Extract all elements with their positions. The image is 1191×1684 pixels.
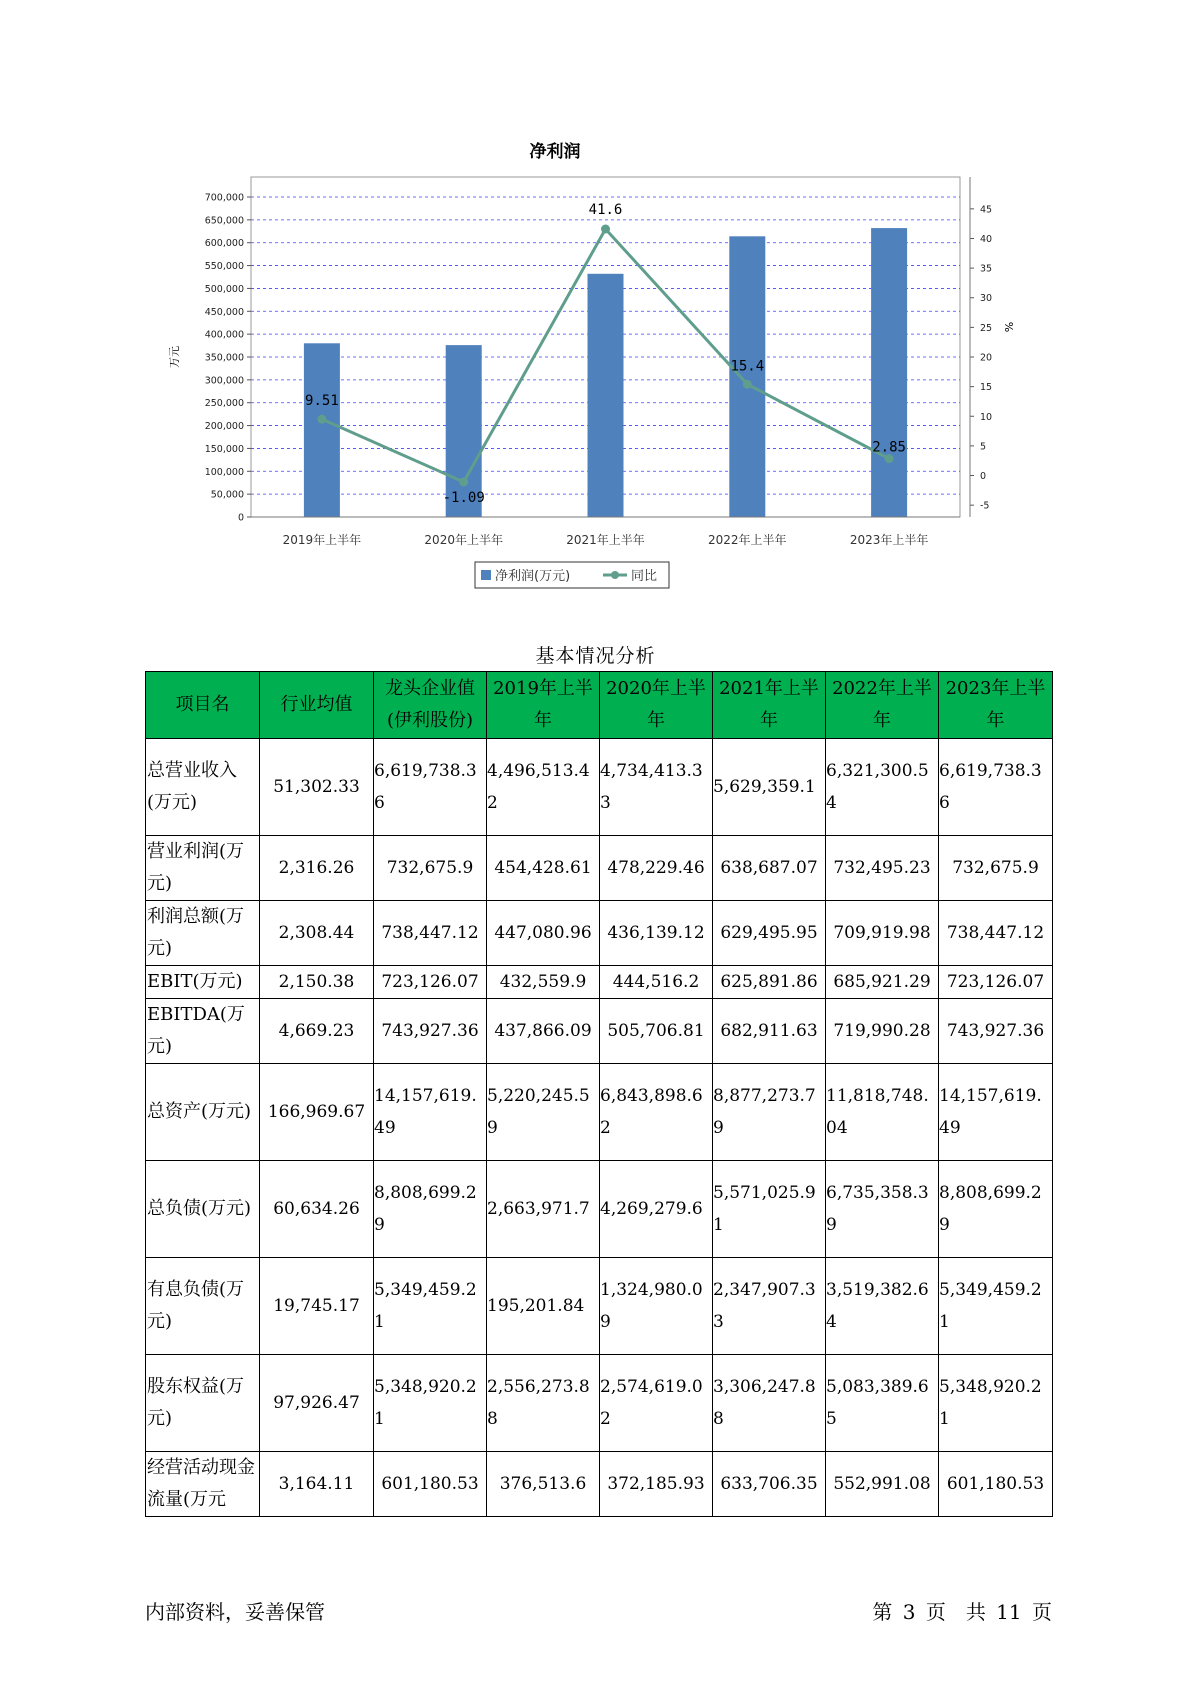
header-2022h1: 2022年上半年 xyxy=(826,672,939,739)
table-cell: 601,180.53 xyxy=(374,1452,487,1517)
table-row xyxy=(146,966,1053,999)
header-item-name: 项目名 xyxy=(146,672,260,739)
table-cell: 4,496,513.42 xyxy=(487,739,600,836)
table-cell: 2,556,273.88 xyxy=(487,1355,600,1452)
header-2019h1: 2019年上半年 xyxy=(487,672,600,739)
table-cell: 3,519,382.64 xyxy=(826,1258,939,1355)
table-cell: 732,495.23 xyxy=(826,836,939,901)
y-tick-label: 50,000 xyxy=(210,489,244,501)
table-cell: 11,818,748.04 xyxy=(826,1064,939,1161)
y2-tick-label: 40 xyxy=(980,233,993,245)
y-tick-label: 600,000 xyxy=(204,238,244,250)
row-label: EBIT(万元) xyxy=(146,966,260,999)
y-tick-label: 250,000 xyxy=(204,398,244,410)
row-label: EBITDA(万元) xyxy=(146,999,260,1064)
chart-title: 净利润 xyxy=(529,142,581,162)
header-leader-value: 龙头企业值(伊利股份) xyxy=(374,672,487,739)
table-cell: 633,706.35 xyxy=(713,1452,826,1517)
table-cell: 3,164.11 xyxy=(260,1452,374,1517)
y-tick-label: 200,000 xyxy=(204,421,244,433)
table-cell: 709,919.98 xyxy=(826,901,939,966)
table-cell: 552,991.08 xyxy=(826,1452,939,1517)
net-profit-chart xyxy=(150,135,1050,595)
table-cell: 454,428.61 xyxy=(487,836,600,901)
legend-bar-swatch xyxy=(481,570,491,580)
table-cell: 6,321,300.54 xyxy=(826,739,939,836)
table-cell: 8,808,699.29 xyxy=(374,1161,487,1258)
table-cell: 166,969.67 xyxy=(260,1064,374,1161)
x-tick-label: 2020年上半年 xyxy=(424,533,503,547)
y2-tick-label: 20 xyxy=(980,352,993,364)
x-tick-label: 2023年上半年 xyxy=(849,533,929,547)
table-cell: 5,348,920.21 xyxy=(374,1355,487,1452)
table-cell: 743,927.36 xyxy=(374,999,487,1064)
table-cell: 5,629,359.1 xyxy=(713,739,826,836)
table-row xyxy=(146,739,1053,836)
x-tick-label: 2019年上半年 xyxy=(282,533,362,547)
y-tick-label: 550,000 xyxy=(204,261,244,273)
table-row xyxy=(146,1452,1053,1517)
table-cell: 505,706.81 xyxy=(600,999,713,1064)
table-cell: 2,316.26 xyxy=(260,836,374,901)
yoy-data-label: 41.6 xyxy=(588,202,623,218)
yoy-data-label: 15.4 xyxy=(730,358,765,375)
legend-line-label: 同比 xyxy=(631,569,658,584)
table-row xyxy=(146,999,1053,1064)
table-cell: 732,675.9 xyxy=(374,836,487,901)
table-cell: 732,675.9 xyxy=(939,836,1053,901)
table-cell: 629,495.95 xyxy=(713,901,826,966)
y-tick-label: 0 xyxy=(237,512,244,524)
table-cell: 638,687.07 xyxy=(713,836,826,901)
table-cell: 51,302.33 xyxy=(260,739,374,836)
y-tick-label: 450,000 xyxy=(204,306,244,318)
table-row xyxy=(146,901,1053,966)
y-tick-label: 700,000 xyxy=(204,192,244,204)
footer-page-number: 第 3 页 共 11 页 xyxy=(872,1600,1052,1624)
table-cell: 743,927.36 xyxy=(939,999,1053,1064)
table-row xyxy=(146,1355,1053,1452)
y-tick-label: 400,000 xyxy=(204,329,244,341)
y-tick-label: 150,000 xyxy=(204,443,244,455)
y-tick-label: 650,000 xyxy=(204,215,244,227)
legend-bar-label: 净利润(万元) xyxy=(495,569,571,584)
table-cell: 14,157,619.49 xyxy=(374,1064,487,1161)
table-cell: 432,559.9 xyxy=(487,966,600,999)
row-label: 营业利润(万元) xyxy=(146,836,260,901)
bar xyxy=(871,228,907,517)
bar xyxy=(304,343,340,517)
table-cell: 738,447.12 xyxy=(939,901,1053,966)
yoy-data-label: 2.85 xyxy=(872,439,906,456)
table-cell: 14,157,619.49 xyxy=(939,1064,1053,1161)
table-cell: 436,139.12 xyxy=(600,901,713,966)
table-header-row xyxy=(146,672,1053,739)
table-cell: 60,634.26 xyxy=(260,1161,374,1258)
table-cell: 4,669.23 xyxy=(260,999,374,1064)
header-2023h1: 2023年上半年 xyxy=(939,672,1053,739)
table-row xyxy=(146,1161,1053,1258)
table-cell: 372,185.93 xyxy=(600,1452,713,1517)
yoy-point xyxy=(601,225,610,234)
legend-line-marker xyxy=(611,571,619,579)
table-cell: 6,735,358.39 xyxy=(826,1161,939,1258)
y-tick-label: 300,000 xyxy=(204,375,244,387)
row-label: 股东权益(万元) xyxy=(146,1355,260,1452)
y-tick-label: 100,000 xyxy=(204,466,244,478)
y-axis-label: 万元 xyxy=(168,346,181,368)
table-cell: 97,926.47 xyxy=(260,1355,374,1452)
y2-tick-label: 45 xyxy=(980,204,993,216)
x-tick-label: 2022年上半年 xyxy=(708,533,787,547)
table-cell: 5,348,920.21 xyxy=(939,1355,1053,1452)
row-label: 有息负债(万元) xyxy=(146,1258,260,1355)
table-cell: 2,150.38 xyxy=(260,966,374,999)
y2-tick-label: -5 xyxy=(980,500,990,512)
analysis-table xyxy=(145,671,1053,1517)
table-cell: 625,891.86 xyxy=(713,966,826,999)
row-label: 总营业收入(万元) xyxy=(146,739,260,836)
table-cell: 685,921.29 xyxy=(826,966,939,999)
table-cell: 6,619,738.36 xyxy=(374,739,487,836)
table-cell: 5,083,389.65 xyxy=(826,1355,939,1452)
table-cell: 2,574,619.02 xyxy=(600,1355,713,1452)
y2-tick-label: 25 xyxy=(980,322,993,334)
bar xyxy=(588,274,624,517)
table-cell: 19,745.17 xyxy=(260,1258,374,1355)
table-cell: 2,663,971.7 xyxy=(487,1161,600,1258)
table-row xyxy=(146,1258,1053,1355)
table-cell: 8,877,273.79 xyxy=(713,1064,826,1161)
table-cell: 8,808,699.29 xyxy=(939,1161,1053,1258)
table-cell: 1,324,980.09 xyxy=(600,1258,713,1355)
y2-tick-label: 15 xyxy=(980,382,993,394)
y-tick-label: 500,000 xyxy=(204,283,244,295)
table-row xyxy=(146,836,1053,901)
table-cell: 2,308.44 xyxy=(260,901,374,966)
y2-tick-label: 30 xyxy=(980,293,993,305)
bar xyxy=(729,236,765,517)
table-title: 基本情况分析 xyxy=(535,645,656,667)
y2-tick-label: 0 xyxy=(980,471,987,483)
table-cell: 3,306,247.88 xyxy=(713,1355,826,1452)
row-label: 总资产(万元) xyxy=(146,1064,260,1161)
table-cell: 5,349,459.21 xyxy=(374,1258,487,1355)
table-cell: 6,619,738.36 xyxy=(939,739,1053,836)
table-cell: 723,126.07 xyxy=(939,966,1053,999)
yoy-point xyxy=(317,415,326,424)
row-label: 经营活动现金流量(万元 xyxy=(146,1452,260,1517)
table-cell: 719,990.28 xyxy=(826,999,939,1064)
table-cell: 195,201.84 xyxy=(487,1258,600,1355)
table-cell: 5,571,025.91 xyxy=(713,1161,826,1258)
table-cell: 447,080.96 xyxy=(487,901,600,966)
table-cell: 4,269,279.6 xyxy=(600,1161,713,1258)
yoy-data-label: 9.51 xyxy=(305,393,339,410)
y-tick-label: 350,000 xyxy=(204,352,244,364)
yoy-point xyxy=(743,380,752,389)
y2-tick-label: 35 xyxy=(980,263,993,275)
y2-axis-label: % xyxy=(1002,321,1015,333)
table-cell: 2,347,907.33 xyxy=(713,1258,826,1355)
table-cell: 437,866.09 xyxy=(487,999,600,1064)
y2-tick-label: 5 xyxy=(980,441,987,453)
footer-confidential-note: 内部资料，妥善保管 xyxy=(145,1600,325,1624)
table-cell: 376,513.6 xyxy=(487,1452,600,1517)
header-2020h1: 2020年上半年 xyxy=(600,672,713,739)
header-industry-avg: 行业均值 xyxy=(260,672,374,739)
yoy-data-label: -1.09 xyxy=(442,489,485,506)
table-cell: 738,447.12 xyxy=(374,901,487,966)
table-cell: 4,734,413.33 xyxy=(600,739,713,836)
table-row xyxy=(146,1064,1053,1161)
table-cell: 601,180.53 xyxy=(939,1452,1053,1517)
table-cell: 723,126.07 xyxy=(374,966,487,999)
chart-svg xyxy=(150,135,1050,595)
table-cell: 478,229.46 xyxy=(600,836,713,901)
table-cell: 682,911.63 xyxy=(713,999,826,1064)
x-tick-label: 2021年上半年 xyxy=(566,533,645,547)
table-cell: 5,220,245.59 xyxy=(487,1064,600,1161)
yoy-point xyxy=(459,477,468,486)
row-label: 总负债(万元) xyxy=(146,1161,260,1258)
table-cell: 5,349,459.21 xyxy=(939,1258,1053,1355)
table-cell: 444,516.2 xyxy=(600,966,713,999)
table-cell: 6,843,898.62 xyxy=(600,1064,713,1161)
header-2021h1: 2021年上半年 xyxy=(713,672,826,739)
row-label: 利润总额(万元) xyxy=(146,901,260,966)
y2-tick-label: 10 xyxy=(980,411,993,423)
